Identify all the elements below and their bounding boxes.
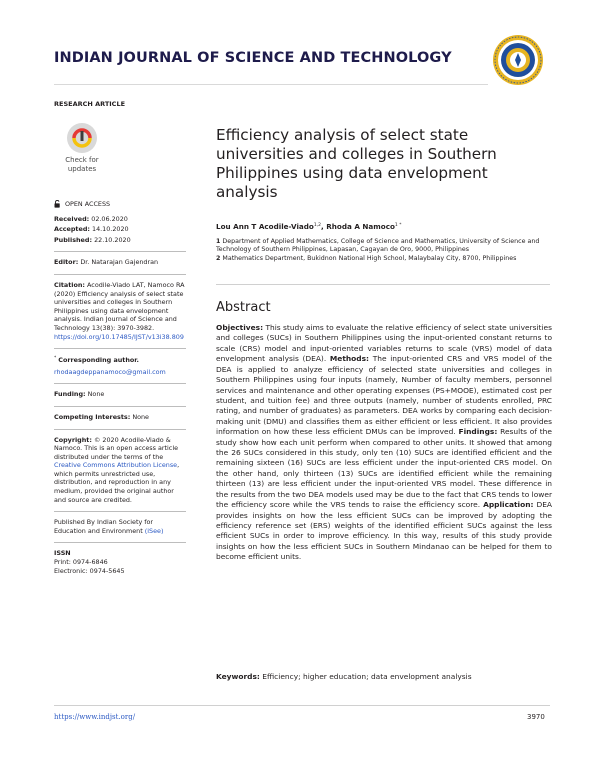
sidebar-divider [54, 383, 186, 384]
editor-name: Dr. Natarajan Gajendran [80, 258, 159, 267]
corresponding-marker: * [54, 356, 57, 362]
accepted-label: Accepted: [54, 225, 90, 234]
keywords-label: Keywords: [216, 672, 260, 681]
funding: Funding: None [54, 390, 105, 399]
sidebar-divider [54, 348, 186, 349]
methods-text: The input-oriented CRS and VRS model of the DEA is applied to analyze efficiency of selected state universities and colleges in Southern Philippines using four inputs (namely, Number of faculty members, personnel services and maintenance and other operating expenses (PS+MOOE), estimated cost per student, and tuition fee) and three outputs (namely, number of students enrolled, PRC rating, and number of graduates) as parameters. DEA works by comparing each decision-making unit (DMU) and classifies them as either efficient or less efficient. It also provides information on how these less efficient DMUs can be improved. [216, 354, 552, 437]
sidebar-divider [54, 511, 186, 512]
sidebar-divider [54, 251, 186, 252]
published-date: 22.10.2020 [94, 235, 131, 244]
methods-label: Methods: [329, 354, 370, 364]
affiliation-1: 1 Department of Applied Mathematics, College of Science and Mathematics, University of Science and Technology of Southern Philippines, Lapasan, Cagayan de Oro, 9000, Philippines [216, 238, 540, 254]
author-name: Lou Ann T Acodile-Viado [216, 222, 314, 231]
affiliations [216, 238, 552, 265]
citation-doi-link[interactable]: https://doi.org/10.17485/IJST/v13i38.809 [54, 332, 184, 341]
abstract-heading: Abstract [216, 300, 271, 315]
issn-electronic: Electronic: 0974-5645 [54, 566, 125, 575]
check-updates-line1: Check for [65, 156, 99, 164]
article-type: RESEARCH ARTICLE [54, 100, 126, 108]
objectives-label: Objectives: [216, 323, 264, 332]
sidebar-divider [54, 542, 186, 543]
affiliation-2: 2 Mathematics Department, Bukidnon National High School, Malaybalay City, 8700, Philippines [216, 255, 517, 263]
editor: Editor: Dr. Natarajan Gajendran [54, 258, 159, 267]
abstract-divider [216, 284, 550, 285]
issn-label: ISSN [54, 549, 71, 558]
copyright-label: Copyright: [54, 435, 92, 444]
society-seal-icon [492, 34, 544, 86]
author-separator: , [321, 222, 327, 231]
sidebar-divider [54, 406, 186, 407]
application-label: Application: [483, 500, 534, 510]
competing-interests: Competing Interests: None [54, 412, 149, 421]
author-affiliation-sup: 1 * [394, 223, 402, 228]
objectives-text: This study aims to evaluate the relative efficiency of select state universities and colleges (SUCs) in Southern Philippines using the input-oriented constant returns to scale (CRS) model and input-oriented variables returns to scale (VRS) model of data envelopment analysis (DEA). [216, 323, 552, 364]
accepted-date: 14.10.2020 [92, 225, 129, 234]
corresponding-author [54, 355, 186, 365]
citation-label: Citation: [54, 280, 85, 289]
citation [54, 281, 186, 341]
open-access [54, 200, 186, 209]
issn-print: Print: 0974-6846 [54, 558, 108, 567]
keywords [216, 672, 552, 681]
findings-text: Results of the study show how each unit perform when compared to other units. It showed that among the 26 SUCs considered in this study, only ten (10) SUCs are identified efficient and the remaining sixteen (16) SUCs are less efficient under the input-oriented CRS model. On the other hand, only thirteen (13) SUCs are identified efficient while the remaining thirteen (13) are less efficient under the input-oriented VRS model. These difference in the results from the two DEA models used may be due to the fact that CRS tends to lower the efficiency score while the VRS tends to raise the efficiency score. [216, 427, 552, 510]
publisher-link[interactable]: (iSee) [144, 526, 164, 535]
author-list [216, 222, 401, 231]
check-updates-line2: updates [67, 164, 97, 173]
author-affiliation-sup: 1,2 [313, 223, 322, 228]
article-dates [54, 215, 186, 245]
open-access-label: OPEN ACCESS [65, 200, 111, 208]
citation-text: Acodile-Viado LAT, Namoco RA (2020) Efficiency analysis of select state universities and colleges in Southern Philippines using data envelopment analysis. Indian Journal of Science and Technology 13(38): 3970-3982. [54, 280, 185, 332]
keywords-text: Efficiency; higher education; data envelopment analysis [262, 672, 472, 681]
check-for-updates-badge[interactable] [60, 122, 104, 180]
findings-label: Findings: [458, 427, 498, 437]
author-name: Rhoda A Namoco [326, 222, 395, 231]
corresponding-label: Corresponding author. [58, 356, 139, 365]
article-title: Efficiency analysis of select state universities and colleges in Southern Philippines using data envelopment analysis [216, 126, 497, 201]
sidebar-divider [54, 274, 186, 275]
abstract-body [216, 323, 552, 563]
journal-name: INDIAN JOURNAL OF SCIENCE AND TECHNOLOGY [54, 50, 452, 66]
open-lock-icon [54, 200, 61, 208]
received-date: 02.06.2020 [91, 214, 128, 223]
article-info-sidebar [54, 200, 186, 575]
corresponding-email-link[interactable]: rhodaagdeppanamoco@gmail.com [54, 367, 166, 376]
page-number: 3970 [527, 713, 545, 721]
received-label: Received: [54, 214, 90, 223]
application-text: DEA provides insights on how the less efficient SUCs can be improved by adopting the efficiency reference set (ERS) weights of the identified efficient SUCs against the less efficient SUCs in order to improve efficiency. In this way, results of this study provide insights on how the less efficient SUCs in Southern Mindanao can be helped for them to become efficient units. [216, 500, 552, 562]
issn [54, 549, 186, 575]
check-updates-icon [66, 122, 98, 154]
copyright: Copyright: © 2020 Acodile-Viado & Namoco. This is an open access article distributed under the terms of the Creative Commons Attribution License, which permits unrestricted use, distribution, and reproduction in any medium, provided the original author and source are credited. [54, 435, 180, 504]
published-label: Published: [54, 235, 93, 244]
publisher: Published By Indian Society for Education and Environment (iSee) [54, 518, 164, 535]
header-divider [54, 84, 488, 85]
journal-url-link[interactable]: https://www.indjst.org/ [54, 713, 136, 721]
license-link[interactable]: Creative Commons Attribution License [54, 461, 178, 470]
sidebar-divider [54, 429, 186, 430]
footer-divider [54, 705, 550, 706]
